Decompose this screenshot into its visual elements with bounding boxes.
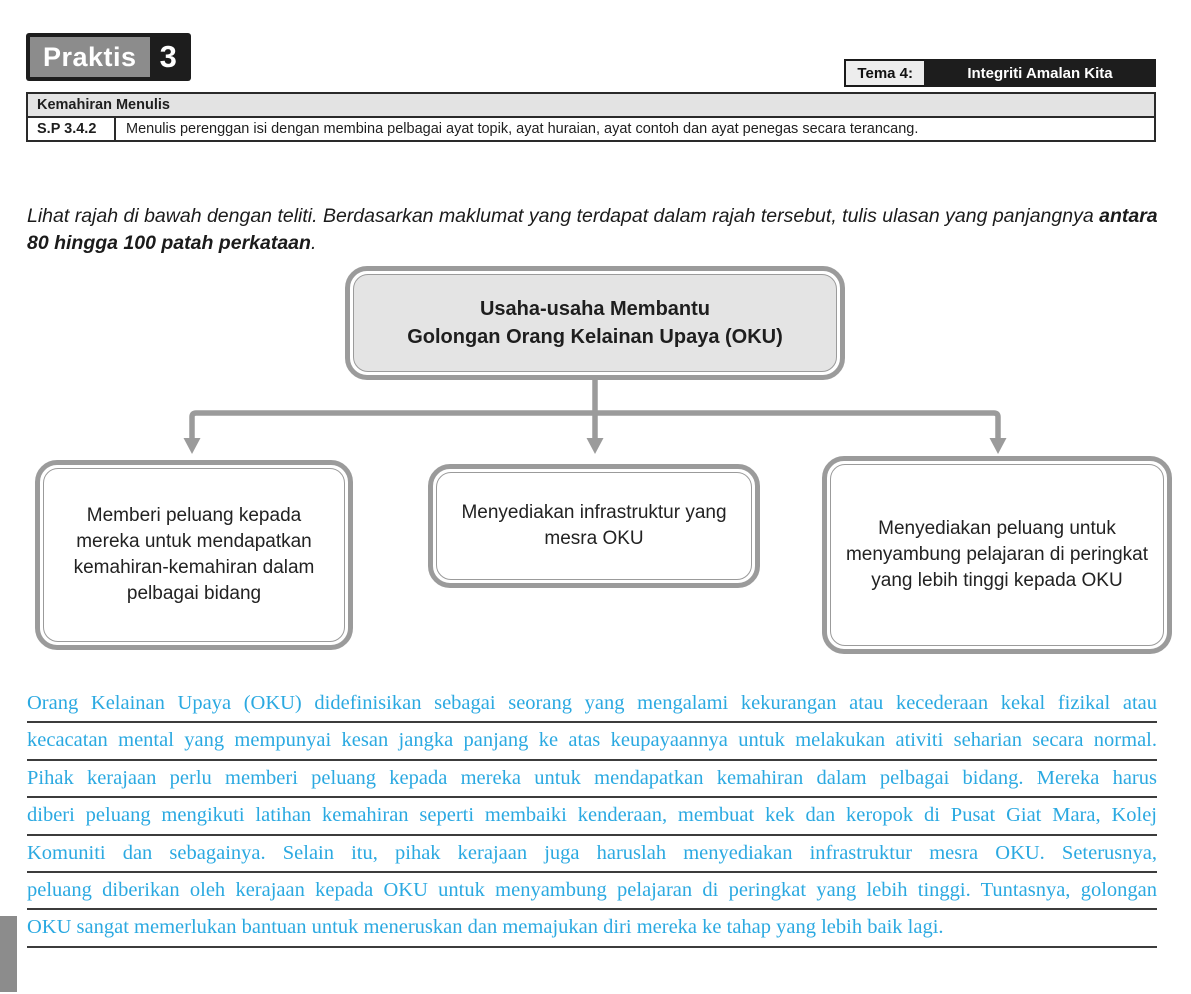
instruction-text: Lihat rajah di bawah dengan teliti. Berdasarkan maklumat yang terdapat dalam rajah tersebut, tulis ulasan yang panjangnya: [27, 204, 1100, 227]
skill-table-row: [28, 118, 1154, 140]
mind-map-diagram: [0, 250, 1191, 664]
diagram-title-box: [345, 266, 845, 380]
answer-line-text: Komuniti dan sebagainya. Selain itu, pihak kerajaan juga haruslah menyediakan infrastruktur mesra OKU. Seterusnya,: [27, 841, 1157, 864]
answer-line-text: Pihak kerajaan perlu memberi peluang kepada mereka untuk mendapatkan kemahiran dalam pelbagai bidang. Mereka harus: [27, 766, 1157, 789]
practice-label: Praktis: [30, 37, 150, 77]
skill-code: S.P 3.4.2: [28, 118, 116, 140]
diagram-branch-text-1: Memberi peluang kepada mereka untuk mendapatkan kemahiran-kemahiran dalam pelbagai bidang: [43, 468, 345, 642]
instruction-end: .: [310, 231, 317, 254]
practice-number: 3: [159, 39, 177, 74]
answer-line-text: OKU sangat memerlukan bantuan untuk meneruskan dan memajukan diri mereka ke tahap yang lebih baik lagi.: [27, 916, 944, 939]
diagram-title-text: [353, 274, 837, 372]
answer-line: [27, 686, 1157, 723]
theme-label: Tema 4:: [844, 59, 924, 87]
answer-line-text: Orang Kelainan Upaya (OKU) didefinisikan sebagai seorang yang mengalami kekurangan atau kecederaan kekal fizikal atau: [27, 692, 1157, 714]
page-edge-tab: [0, 916, 17, 992]
answer-line: [27, 761, 1157, 798]
answer-line-text: kecacatan mental yang mempunyai kesan jangka panjang ke atas keupayaannya untuk melakukan ativiti seharian secara normal.: [27, 729, 1157, 752]
instruction-bold: antara 80 hingga 100 patah perkataan: [27, 204, 1158, 254]
answer-line-text: peluang diberikan oleh kerajaan kepada OKU untuk menyambung pelajaran di peringkat yang lebih tinggi. Tuntasnya, golongan: [27, 878, 1157, 901]
diagram-branch-text-2: Menyediakan infrastruktur yang mesra OKU: [436, 472, 752, 580]
task-instruction: [27, 203, 1167, 258]
theme-tag: [844, 59, 1156, 87]
answer-line: [27, 836, 1157, 873]
diagram-branch-box-1: [35, 460, 353, 650]
answer-paragraph: [27, 686, 1157, 948]
skill-description: Menulis perenggan isi dengan membina pelbagai ayat topik, ayat huraian, ayat contoh dan ayat penegas secara terancang.: [126, 121, 919, 137]
diagram-branch-text-3: Menyediakan peluang untuk menyambung pelajaran di peringkat yang lebih tinggi kepada OKU: [830, 464, 1164, 646]
diagram-title-line2: Golongan Orang Kelainan Upaya (OKU): [407, 326, 783, 348]
answer-line-text: diberi peluang mengikuti latihan kemahiran seperti membaiki kenderaan, membuat kek dan keropok di Pusat Giat Mara, Kolej: [27, 804, 1157, 827]
skill-table-header: Kemahiran Menulis: [28, 94, 1154, 118]
answer-line: [27, 723, 1157, 760]
answer-line: [27, 873, 1157, 910]
skill-table: [26, 92, 1156, 142]
theme-title: Integriti Amalan Kita: [924, 59, 1156, 87]
diagram-title-line1: Usaha-usaha Membantu: [479, 298, 711, 320]
practice-badge: [26, 33, 191, 81]
answer-line: [27, 798, 1157, 835]
diagram-branch-box-3: [822, 456, 1172, 654]
answer-line: [27, 910, 1157, 947]
diagram-branch-box-2: [428, 464, 760, 588]
